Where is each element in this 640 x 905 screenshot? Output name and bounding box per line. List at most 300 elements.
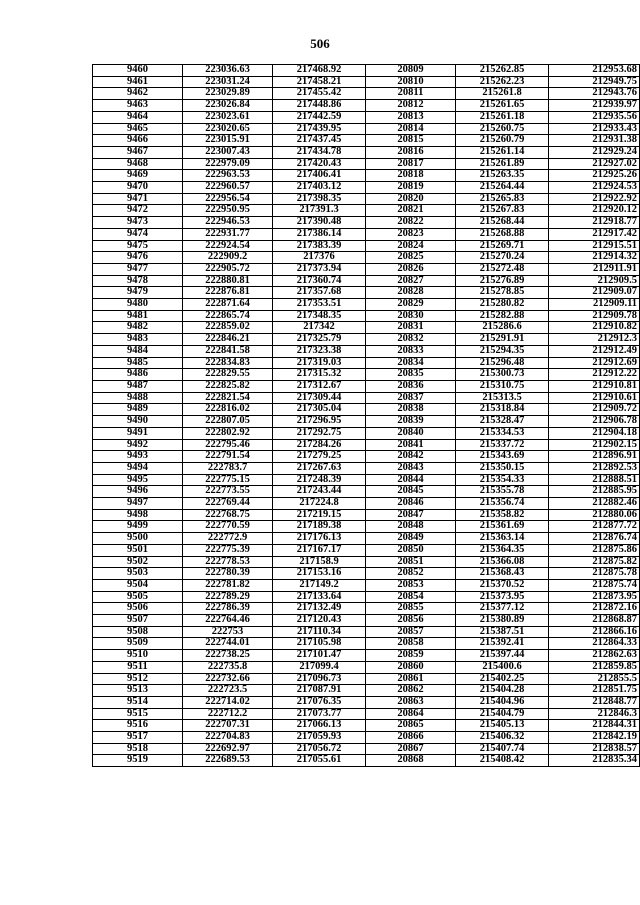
cell-y-coord-left: 217420.43 [273, 158, 366, 170]
cell-x-coord-right: 215350.15 [456, 462, 549, 474]
cell-y-coord-right: 212882.46 [549, 498, 640, 510]
cell-y-coord-left: 217059.93 [273, 732, 366, 744]
cell-y-coord-left: 217305.04 [273, 404, 366, 416]
table-row [93, 650, 640, 662]
cell-point-id-right: 20838 [366, 404, 456, 416]
cell-y-coord-right: 212873.95 [549, 591, 640, 603]
cell-x-coord-right: 215407.74 [456, 743, 549, 755]
cell-x-coord-right: 215269.71 [456, 240, 549, 252]
cell-x-coord-left: 222735.8 [183, 661, 273, 673]
cell-x-coord-left: 222841.58 [183, 345, 273, 357]
cell-y-coord-left: 217442.59 [273, 111, 366, 123]
cell-point-id-right: 20819 [366, 182, 456, 194]
table-row [93, 123, 640, 135]
cell-point-id-right: 20815 [366, 135, 456, 147]
cell-point-id-left: 9517 [93, 732, 183, 744]
cell-point-id-right: 20823 [366, 228, 456, 240]
cell-point-id-left: 9475 [93, 240, 183, 252]
cell-y-coord-right: 212939.97 [549, 100, 640, 112]
table-row [93, 603, 640, 615]
cell-y-coord-left: 217315.32 [273, 369, 366, 381]
table-row [93, 427, 640, 439]
cell-x-coord-left: 222956.54 [183, 193, 273, 205]
cell-x-coord-left: 222834.83 [183, 357, 273, 369]
cell-point-id-left: 9498 [93, 509, 183, 521]
cell-y-coord-left: 217342 [273, 322, 366, 334]
cell-point-id-left: 9465 [93, 123, 183, 135]
cell-point-id-right: 20852 [366, 568, 456, 580]
cell-x-coord-left: 222780.39 [183, 568, 273, 580]
table-row [93, 146, 640, 158]
cell-point-id-right: 20835 [366, 369, 456, 381]
cell-y-coord-right: 212933.43 [549, 123, 640, 135]
cell-x-coord-left: 223031.24 [183, 76, 273, 88]
cell-y-coord-right: 212844.31 [549, 720, 640, 732]
cell-x-coord-left: 222807.05 [183, 416, 273, 428]
cell-x-coord-left: 223015.91 [183, 135, 273, 147]
cell-y-coord-left: 217073.77 [273, 708, 366, 720]
cell-point-id-left: 9515 [93, 708, 183, 720]
table-row [93, 345, 640, 357]
cell-x-coord-right: 215261.89 [456, 158, 549, 170]
cell-point-id-left: 9483 [93, 334, 183, 346]
cell-point-id-right: 20826 [366, 263, 456, 275]
cell-x-coord-left: 222773.55 [183, 486, 273, 498]
cell-y-coord-right: 212835.34 [549, 755, 640, 767]
table-row [93, 182, 640, 194]
cell-y-coord-right: 212909.11 [549, 299, 640, 311]
cell-point-id-left: 9508 [93, 626, 183, 638]
cell-y-coord-right: 212943.76 [549, 88, 640, 100]
cell-x-coord-left: 222909.2 [183, 252, 273, 264]
cell-x-coord-right: 215261.18 [456, 111, 549, 123]
cell-point-id-left: 9482 [93, 322, 183, 334]
table-row [93, 275, 640, 287]
cell-x-coord-right: 215373.95 [456, 591, 549, 603]
coordinates-table-body [93, 65, 640, 767]
cell-x-coord-right: 215263.35 [456, 170, 549, 182]
cell-x-coord-right: 215405.13 [456, 720, 549, 732]
cell-x-coord-left: 222775.15 [183, 474, 273, 486]
cell-point-id-right: 20836 [366, 380, 456, 392]
cell-y-coord-right: 212910.61 [549, 392, 640, 404]
cell-y-coord-left: 217360.74 [273, 275, 366, 287]
cell-point-id-right: 20822 [366, 217, 456, 229]
cell-y-coord-left: 217448.86 [273, 100, 366, 112]
cell-x-coord-left: 222704.83 [183, 732, 273, 744]
cell-y-coord-left: 217096.73 [273, 673, 366, 685]
cell-y-coord-right: 212949.75 [549, 76, 640, 88]
cell-point-id-left: 9489 [93, 404, 183, 416]
cell-y-coord-left: 217279.25 [273, 451, 366, 463]
cell-x-coord-right: 215400.6 [456, 661, 549, 673]
cell-y-coord-left: 217403.12 [273, 182, 366, 194]
table-row [93, 193, 640, 205]
cell-point-id-right: 20813 [366, 111, 456, 123]
cell-x-coord-left: 222791.54 [183, 451, 273, 463]
cell-x-coord-left: 222924.54 [183, 240, 273, 252]
cell-y-coord-left: 217099.4 [273, 661, 366, 673]
cell-point-id-right: 20844 [366, 474, 456, 486]
cell-point-id-left: 9513 [93, 685, 183, 697]
cell-x-coord-right: 215370.52 [456, 579, 549, 591]
table-row [93, 638, 640, 650]
cell-point-id-right: 20857 [366, 626, 456, 638]
cell-y-coord-left: 217133.64 [273, 591, 366, 603]
cell-x-coord-left: 222865.74 [183, 310, 273, 322]
cell-y-coord-right: 212872.16 [549, 603, 640, 615]
cell-x-coord-right: 215260.79 [456, 135, 549, 147]
cell-y-coord-right: 212880.06 [549, 509, 640, 521]
cell-x-coord-right: 215264.44 [456, 182, 549, 194]
cell-x-coord-right: 215377.12 [456, 603, 549, 615]
table-row [93, 661, 640, 673]
table-row [93, 591, 640, 603]
cell-y-coord-right: 212838.57 [549, 743, 640, 755]
table-row [93, 474, 640, 486]
cell-y-coord-right: 212902.15 [549, 439, 640, 451]
cell-y-coord-right: 212920.12 [549, 205, 640, 217]
cell-point-id-left: 9497 [93, 498, 183, 510]
cell-point-id-left: 9460 [93, 65, 183, 77]
cell-point-id-left: 9518 [93, 743, 183, 755]
cell-y-coord-left: 217296.95 [273, 416, 366, 428]
cell-point-id-left: 9512 [93, 673, 183, 685]
cell-y-coord-right: 212859.85 [549, 661, 640, 673]
cell-point-id-left: 9500 [93, 533, 183, 545]
cell-y-coord-left: 217398.35 [273, 193, 366, 205]
cell-y-coord-left: 217455.42 [273, 88, 366, 100]
cell-x-coord-left: 223023.61 [183, 111, 273, 123]
table-row [93, 451, 640, 463]
cell-y-coord-right: 212875.78 [549, 568, 640, 580]
cell-y-coord-left: 217434.78 [273, 146, 366, 158]
cell-x-coord-left: 222802.92 [183, 427, 273, 439]
table-row [93, 755, 640, 767]
cell-x-coord-left: 222816.02 [183, 404, 273, 416]
table-row [93, 287, 640, 299]
cell-y-coord-right: 212875.86 [549, 544, 640, 556]
cell-point-id-right: 20831 [366, 322, 456, 334]
table-row [93, 65, 640, 77]
cell-x-coord-right: 215408.42 [456, 755, 549, 767]
cell-y-coord-left: 217391.3 [273, 205, 366, 217]
cell-x-coord-right: 215334.53 [456, 427, 549, 439]
cell-y-coord-left: 217055.61 [273, 755, 366, 767]
cell-point-id-right: 20816 [366, 146, 456, 158]
cell-y-coord-right: 212875.82 [549, 556, 640, 568]
cell-point-id-right: 20832 [366, 334, 456, 346]
cell-point-id-left: 9519 [93, 755, 183, 767]
table-row [93, 217, 640, 229]
cell-point-id-left: 9466 [93, 135, 183, 147]
cell-x-coord-right: 215343.69 [456, 451, 549, 463]
cell-y-coord-right: 212929.24 [549, 146, 640, 158]
cell-point-id-left: 9470 [93, 182, 183, 194]
cell-y-coord-right: 212927.02 [549, 158, 640, 170]
cell-x-coord-left: 222768.75 [183, 509, 273, 521]
cell-x-coord-left: 222846.21 [183, 334, 273, 346]
cell-y-coord-right: 212953.68 [549, 65, 640, 77]
cell-point-id-right: 20833 [366, 345, 456, 357]
cell-y-coord-left: 217323.38 [273, 345, 366, 357]
cell-point-id-right: 20866 [366, 732, 456, 744]
cell-x-coord-left: 222778.53 [183, 556, 273, 568]
cell-x-coord-right: 215267.83 [456, 205, 549, 217]
cell-x-coord-left: 222781.82 [183, 579, 273, 591]
cell-x-coord-right: 215265.83 [456, 193, 549, 205]
cell-y-coord-right: 212875.74 [549, 579, 640, 591]
cell-y-coord-right: 212909.78 [549, 310, 640, 322]
cell-x-coord-right: 215366.08 [456, 556, 549, 568]
table-row [93, 521, 640, 533]
cell-point-id-left: 9488 [93, 392, 183, 404]
cell-point-id-left: 9494 [93, 462, 183, 474]
cell-y-coord-left: 217383.39 [273, 240, 366, 252]
cell-y-coord-left: 217120.43 [273, 615, 366, 627]
cell-y-coord-right: 212917.42 [549, 228, 640, 240]
cell-point-id-left: 9514 [93, 696, 183, 708]
cell-point-id-left: 9486 [93, 369, 183, 381]
cell-point-id-left: 9481 [93, 310, 183, 322]
cell-x-coord-right: 215280.82 [456, 299, 549, 311]
cell-x-coord-left: 222775.39 [183, 544, 273, 556]
cell-x-coord-right: 215361.69 [456, 521, 549, 533]
cell-point-id-right: 20814 [366, 123, 456, 135]
cell-y-coord-right: 212885.95 [549, 486, 640, 498]
cell-point-id-right: 20862 [366, 685, 456, 697]
cell-x-coord-right: 215272.48 [456, 263, 549, 275]
cell-point-id-right: 20856 [366, 615, 456, 627]
cell-y-coord-right: 212912.3 [549, 334, 640, 346]
cell-x-coord-left: 223036.63 [183, 65, 273, 77]
cell-x-coord-right: 215313.5 [456, 392, 549, 404]
cell-x-coord-right: 215318.84 [456, 404, 549, 416]
cell-x-coord-left: 222723.5 [183, 685, 273, 697]
table-row [93, 416, 640, 428]
cell-y-coord-left: 217439.95 [273, 123, 366, 135]
cell-y-coord-right: 212912.49 [549, 345, 640, 357]
cell-x-coord-left: 222829.55 [183, 369, 273, 381]
cell-point-id-right: 20840 [366, 427, 456, 439]
cell-x-coord-right: 215291.91 [456, 334, 549, 346]
cell-x-coord-right: 215262.85 [456, 65, 549, 77]
cell-y-coord-right: 212924.53 [549, 182, 640, 194]
cell-point-id-left: 9480 [93, 299, 183, 311]
cell-point-id-right: 20863 [366, 696, 456, 708]
cell-y-coord-right: 212918.77 [549, 217, 640, 229]
cell-point-id-left: 9504 [93, 579, 183, 591]
cell-x-coord-right: 215406.32 [456, 732, 549, 744]
table-row [93, 439, 640, 451]
table-row [93, 615, 640, 627]
cell-x-coord-right: 215364.35 [456, 544, 549, 556]
cell-y-coord-right: 212876.74 [549, 533, 640, 545]
cell-point-id-left: 9487 [93, 380, 183, 392]
cell-point-id-right: 20829 [366, 299, 456, 311]
cell-x-coord-right: 215300.73 [456, 369, 549, 381]
cell-x-coord-left: 222789.29 [183, 591, 273, 603]
cell-point-id-right: 20812 [366, 100, 456, 112]
table-row [93, 357, 640, 369]
cell-x-coord-right: 215268.44 [456, 217, 549, 229]
cell-x-coord-left: 222821.54 [183, 392, 273, 404]
cell-point-id-left: 9507 [93, 615, 183, 627]
cell-x-coord-left: 223029.89 [183, 88, 273, 100]
cell-x-coord-left: 222732.66 [183, 673, 273, 685]
table-row [93, 509, 640, 521]
cell-x-coord-right: 215397.44 [456, 650, 549, 662]
cell-y-coord-right: 212931.38 [549, 135, 640, 147]
cell-y-coord-right: 212864.33 [549, 638, 640, 650]
cell-x-coord-left: 222950.95 [183, 205, 273, 217]
cell-y-coord-left: 217132.49 [273, 603, 366, 615]
cell-x-coord-left: 222786.39 [183, 603, 273, 615]
cell-point-id-left: 9476 [93, 252, 183, 264]
table-row [93, 334, 640, 346]
cell-point-id-left: 9496 [93, 486, 183, 498]
cell-point-id-right: 20828 [366, 287, 456, 299]
cell-y-coord-right: 212912.69 [549, 357, 640, 369]
cell-y-coord-left: 217076.35 [273, 696, 366, 708]
cell-y-coord-left: 217176.13 [273, 533, 366, 545]
table-row [93, 708, 640, 720]
cell-x-coord-left: 222905.72 [183, 263, 273, 275]
cell-y-coord-left: 217110.34 [273, 626, 366, 638]
cell-x-coord-right: 215404.28 [456, 685, 549, 697]
cell-point-id-right: 20849 [366, 533, 456, 545]
cell-point-id-left: 9503 [93, 568, 183, 580]
cell-y-coord-right: 212868.87 [549, 615, 640, 627]
cell-x-coord-right: 215380.89 [456, 615, 549, 627]
cell-y-coord-left: 217312.67 [273, 380, 366, 392]
table-row [93, 310, 640, 322]
cell-x-coord-left: 222963.53 [183, 170, 273, 182]
cell-point-id-left: 9471 [93, 193, 183, 205]
coordinates-table [92, 64, 640, 767]
cell-y-coord-left: 217189.38 [273, 521, 366, 533]
cell-y-coord-right: 212910.82 [549, 322, 640, 334]
cell-point-id-right: 20809 [366, 65, 456, 77]
cell-y-coord-right: 212862.63 [549, 650, 640, 662]
cell-point-id-right: 20839 [366, 416, 456, 428]
cell-x-coord-right: 215261.8 [456, 88, 549, 100]
cell-y-coord-right: 212915.51 [549, 240, 640, 252]
table-row [93, 252, 640, 264]
table-row [93, 685, 640, 697]
cell-x-coord-right: 215404.79 [456, 708, 549, 720]
cell-y-coord-right: 212910.81 [549, 380, 640, 392]
cell-x-coord-right: 215354.33 [456, 474, 549, 486]
cell-y-coord-right: 212851.75 [549, 685, 640, 697]
cell-x-coord-right: 215368.43 [456, 568, 549, 580]
cell-point-id-right: 20821 [366, 205, 456, 217]
table-row [93, 322, 640, 334]
table-row [93, 170, 640, 182]
cell-y-coord-left: 217458.21 [273, 76, 366, 88]
cell-x-coord-left: 223026.84 [183, 100, 273, 112]
cell-y-coord-right: 212912.22 [549, 369, 640, 381]
cell-point-id-left: 9490 [93, 416, 183, 428]
cell-point-id-right: 20845 [366, 486, 456, 498]
cell-x-coord-right: 215402.25 [456, 673, 549, 685]
table-row [93, 228, 640, 240]
cell-point-id-right: 20867 [366, 743, 456, 755]
cell-y-coord-right: 212914.32 [549, 252, 640, 264]
cell-point-id-right: 20848 [366, 521, 456, 533]
cell-point-id-left: 9484 [93, 345, 183, 357]
cell-point-id-left: 9502 [93, 556, 183, 568]
cell-point-id-right: 20824 [366, 240, 456, 252]
cell-x-coord-left: 222707.31 [183, 720, 273, 732]
cell-y-coord-right: 212842.19 [549, 732, 640, 744]
cell-y-coord-left: 217224.8 [273, 498, 366, 510]
cell-point-id-left: 9468 [93, 158, 183, 170]
cell-point-id-right: 20820 [366, 193, 456, 205]
cell-x-coord-right: 215270.24 [456, 252, 549, 264]
cell-y-coord-left: 217376 [273, 252, 366, 264]
cell-point-id-right: 20855 [366, 603, 456, 615]
cell-y-coord-right: 212909.07 [549, 287, 640, 299]
cell-x-coord-left: 222770.59 [183, 521, 273, 533]
cell-x-coord-left: 222744.01 [183, 638, 273, 650]
cell-point-id-left: 9474 [93, 228, 183, 240]
table-row [93, 486, 640, 498]
cell-x-coord-left: 223007.43 [183, 146, 273, 158]
cell-point-id-left: 9492 [93, 439, 183, 451]
cell-x-coord-right: 215278.85 [456, 287, 549, 299]
cell-point-id-left: 9478 [93, 275, 183, 287]
cell-point-id-right: 20841 [366, 439, 456, 451]
cell-x-coord-left: 222859.02 [183, 322, 273, 334]
cell-y-coord-left: 217158.9 [273, 556, 366, 568]
cell-y-coord-left: 217243.44 [273, 486, 366, 498]
cell-point-id-right: 20853 [366, 579, 456, 591]
cell-x-coord-left: 222880.81 [183, 275, 273, 287]
cell-y-coord-right: 212855.5 [549, 673, 640, 685]
cell-point-id-right: 20861 [366, 673, 456, 685]
cell-y-coord-left: 217390.48 [273, 217, 366, 229]
table-row [93, 673, 640, 685]
cell-y-coord-left: 217292.75 [273, 427, 366, 439]
table-row [93, 135, 640, 147]
cell-point-id-left: 9511 [93, 661, 183, 673]
cell-x-coord-left: 223020.65 [183, 123, 273, 135]
cell-x-coord-right: 215268.88 [456, 228, 549, 240]
cell-point-id-left: 9477 [93, 263, 183, 275]
table-row [93, 696, 640, 708]
table-row [93, 568, 640, 580]
cell-point-id-right: 20851 [366, 556, 456, 568]
table-row [93, 533, 640, 545]
table-row [93, 369, 640, 381]
cell-y-coord-right: 212909.5 [549, 275, 640, 287]
cell-x-coord-right: 215337.72 [456, 439, 549, 451]
cell-point-id-left: 9485 [93, 357, 183, 369]
cell-x-coord-left: 222714.02 [183, 696, 273, 708]
cell-y-coord-left: 217167.17 [273, 544, 366, 556]
cell-point-id-left: 9516 [93, 720, 183, 732]
cell-y-coord-left: 217348.35 [273, 310, 366, 322]
cell-y-coord-right: 212911.91 [549, 263, 640, 275]
cell-x-coord-right: 215356.74 [456, 498, 549, 510]
cell-x-coord-left: 222946.53 [183, 217, 273, 229]
cell-point-id-right: 20860 [366, 661, 456, 673]
cell-x-coord-right: 215310.75 [456, 380, 549, 392]
cell-y-coord-right: 212888.51 [549, 474, 640, 486]
cell-point-id-right: 20865 [366, 720, 456, 732]
cell-y-coord-left: 217087.91 [273, 685, 366, 697]
